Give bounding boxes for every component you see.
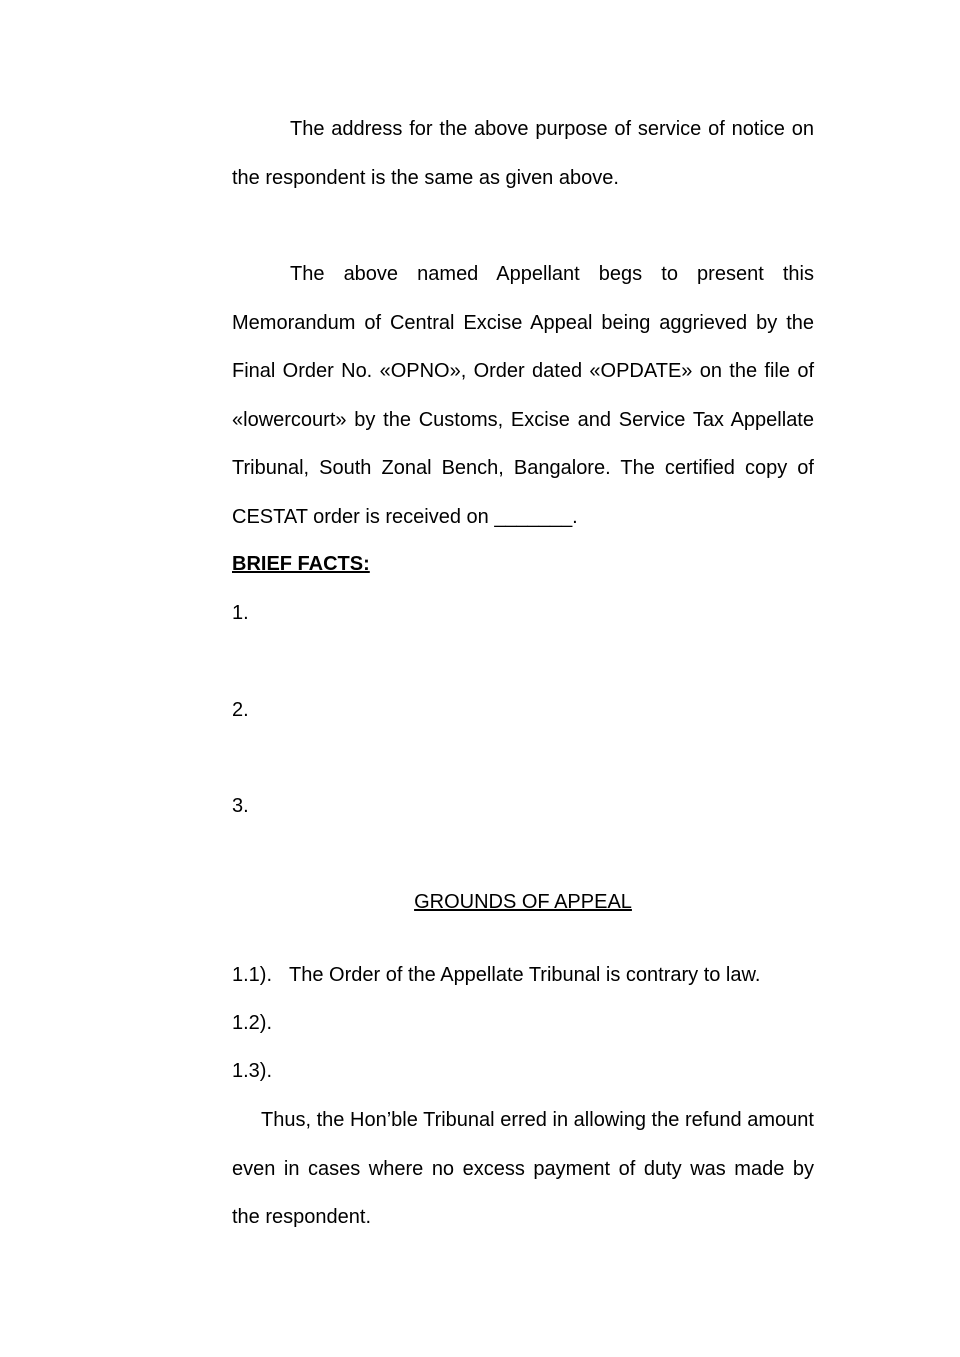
- brief-fact-item: 1.: [232, 602, 249, 624]
- brief-fact-item: 2.: [232, 699, 249, 721]
- brief-fact-item: 3.: [232, 795, 249, 817]
- ground-item: [232, 1011, 814, 1035]
- ground-item-number: 1.2).: [232, 1012, 273, 1034]
- memorandum-paragraph: The above named Appellant begs to present this Memorandum of Central Excise Appeal being aggrieved by the Final Order No. «OPNO», Order dated «OPDATE» on the file of «lowercourt» by the Customs, Excise and Service Tax Appellate Tribunal, South Zonal Bench, Bangalore. The certified copy of CESTAT order is received on _______.: [232, 263, 814, 528]
- ground-item: [232, 963, 814, 987]
- address-paragraph: The address for the above purpose of service of notice on the respondent is the same as given above.: [232, 118, 814, 189]
- grounds-heading: GROUNDS OF APPEAL: [414, 891, 632, 913]
- conclusion-paragraph: Thus, the Hon’ble Tribunal erred in allowing the refund amount even in cases where no excess payment of duty was made by the respondent.: [232, 1109, 814, 1228]
- ground-item-number: 1.3).: [232, 1060, 273, 1082]
- ground-item-number: 1.1).: [232, 964, 273, 986]
- ground-item-text: The Order of the Appellate Tribunal is contrary to law.: [289, 964, 761, 986]
- brief-facts-heading: BRIEF FACTS:: [232, 553, 370, 575]
- ground-item: [232, 1059, 814, 1083]
